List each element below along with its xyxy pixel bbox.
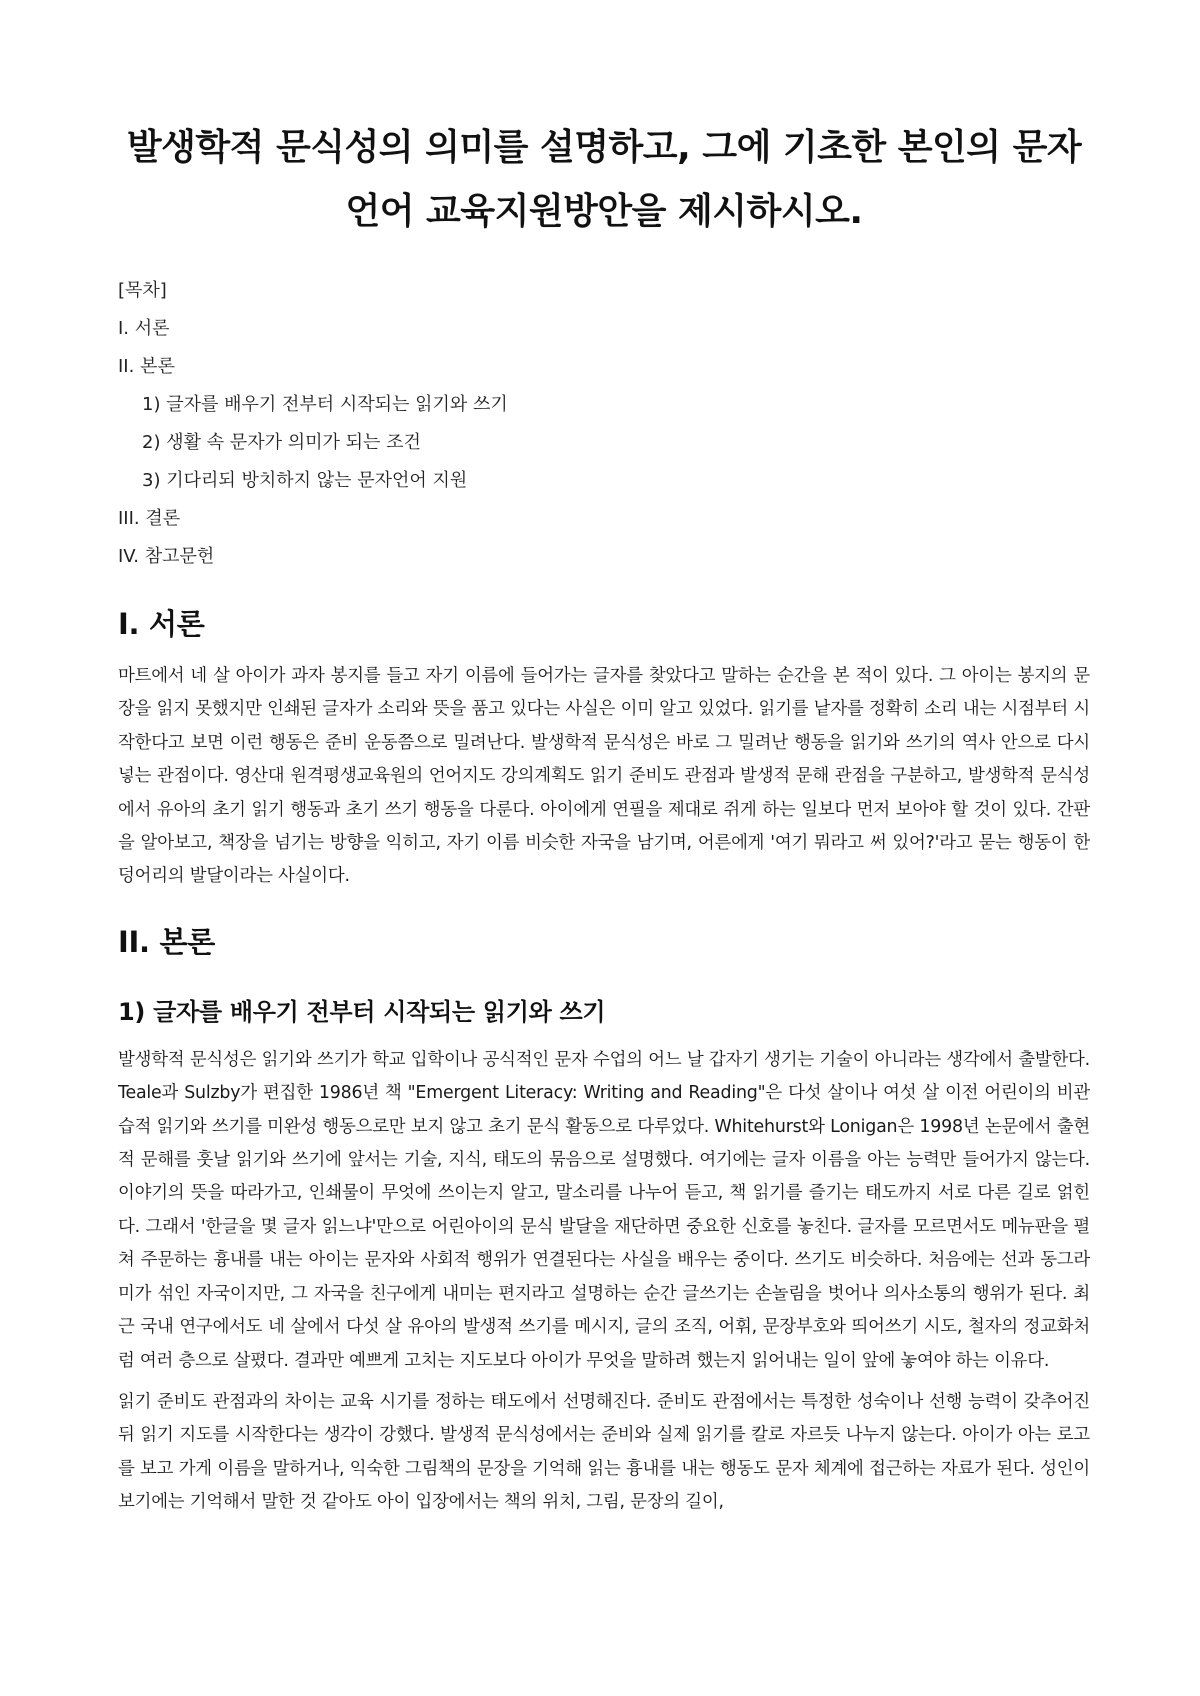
- document-title: 발생학적 문식성의 의미를 설명하고, 그에 기초한 본인의 문자언어 교육지원방안을 제시하시오.: [126, 127, 1082, 232]
- subsection-heading-1: 1) 글자를 배우기 전부터 시작되는 읽기와 쓰기: [118, 997, 606, 1026]
- intro-paragraph: 마트에서 네 살 아이가 과자 봉지를 들고 자기 이름에 들어가는 글자를 찾았다고 말하는 순간을 본 적이 있다. 그 아이는 봉지의 문장을 읽지 못했지만 인쇄된 글자가 소리와 뜻을 품고 있다는 사실은 이미 알고 있었다. 읽기를 낱자를 정확히 소리 내는 시점부터 시작한다고 보면 이런 행동은 준비 운동쯤으로 밀려난다. 발생학적 문식성은 바로 그 밀려난 행동을 읽기와 쓰기의 역사 안으로 다시 넣는 관점이다. 영산대 원격평생교육원의 언어지도 강의계획도 읽기 준비도 관점과 발생적 문해 관점을 구분하고, 발생학적 문식성에서 유아의 초기 읽기 행동과 초기 쓰기 행동을 다룬다. 아이에게 연필을 제대로 쥐게 하는 일보다 먼저 보아야 할 것이 있다. 간판을 알아보고, 책장을 넘기는 방향을 익히고, 자기 이름 비슷한 자국을 남기며, 어른에게 '여기 뭐라고 써 있어?'라고 묻는 행동이 한 덩어리의 발달이라는 사실이다.: [118, 666, 1090, 887]
- toc-subitem: 2) 생활 속 문자가 의미가 되는 조건: [142, 432, 421, 453]
- toc-heading: [목차]: [118, 280, 167, 301]
- body-paragraph: 읽기 준비도 관점과의 차이는 교육 시기를 정하는 태도에서 선명해진다. 준비도 관점에서는 특정한 성숙이나 선행 능력이 갖추어진 뒤 읽기 지도를 시작한다는 생각이 강했다. 발생적 문식성에서는 준비와 실제 읽기를 칼로 자르듯 나누지 않는다. 아이가 아는 로고를 보고 가게 이름을 말하거나, 익숙한 그림책의 문장을 기억해 읽는 흉내를 내는 행동도 문자 체계에 접근하는 자료가 된다. 성인이 보기에는 기억해서 말한 것 같아도 아이 입장에서는 책의 위치, 그림, 문장의 길이,: [118, 1391, 1090, 1513]
- toc-item: IV. 참고문헌: [118, 546, 215, 567]
- section-heading-intro: I. 서론: [118, 607, 205, 641]
- body-paragraph: 발생학적 문식성은 읽기와 쓰기가 학교 입학이나 공식적인 문자 수업의 어느 날 갑자기 생기는 기술이 아니라는 생각에서 출발한다. Teale과 Sulzby가 편집한 1986년 책 "Emergent Literacy: Writing and Reading"은 다섯 살이나 여섯 살 이전 어린이의 비관습적 읽기와 쓰기를 미완성 행동으로만 보지 않고 초기 문식 활동으로 다루었다. Whitehurst와 Lonigan은 1998년 논문에서 출현적 문해를 훗날 읽기와 쓰기에 앞서는 기술, 지식, 태도의 묶음으로 설명했다. 여기에는 글자 이름을 아는 능력만 들어가지 않는다. 이야기의 뜻을 따라가고, 인쇄물이 무엇에 쓰이는지 알고, 말소리를 나누어 듣고, 책 읽기를 즐기는 태도까지 서로 다른 길로 얽힌다. 그래서 '한글을 몇 글자 읽느냐'만으로 어린아이의 문식 발달을 재단하면 중요한 신호를 놓친다. 글자를 모르면서도 메뉴판을 펼쳐 주문하는 흉내를 내는 아이는 문자와 사회적 행위가 연결된다는 사실을 배우는 중이다. 쓰기도 비슷하다. 처음에는 선과 동그라미가 섞인 자국이지만, 그 자국을 친구에게 내미는 편지라고 설명하는 순간 글쓰기는 손놀림을 벗어나 의사소통의 행위가 된다. 최근 국내 연구에서도 네 살에서 다섯 살 유아의 발생적 쓰기를 메시지, 글의 조직, 어휘, 문장부호와 띄어쓰기 시도, 철자의 정교화처럼 여러 층으로 살폈다. 결과만 예쁘게 고치는 지도보다 아이가 무엇을 말하려 했는지 읽어내는 일이 앞에 놓여야 하는 이유다.: [118, 1049, 1090, 1371]
- toc-item: II. 본론: [118, 356, 175, 377]
- table-of-contents: [118, 272, 1090, 576]
- toc-item: I. 서론: [118, 318, 170, 339]
- toc-item: III. 결론: [118, 508, 181, 529]
- toc-subitem: 1) 글자를 배우기 전부터 시작되는 읽기와 쓰기: [142, 394, 508, 415]
- toc-subitem: 3) 기다리되 방치하지 않는 문자언어 지원: [142, 470, 468, 491]
- section-heading-body: II. 본론: [118, 924, 215, 959]
